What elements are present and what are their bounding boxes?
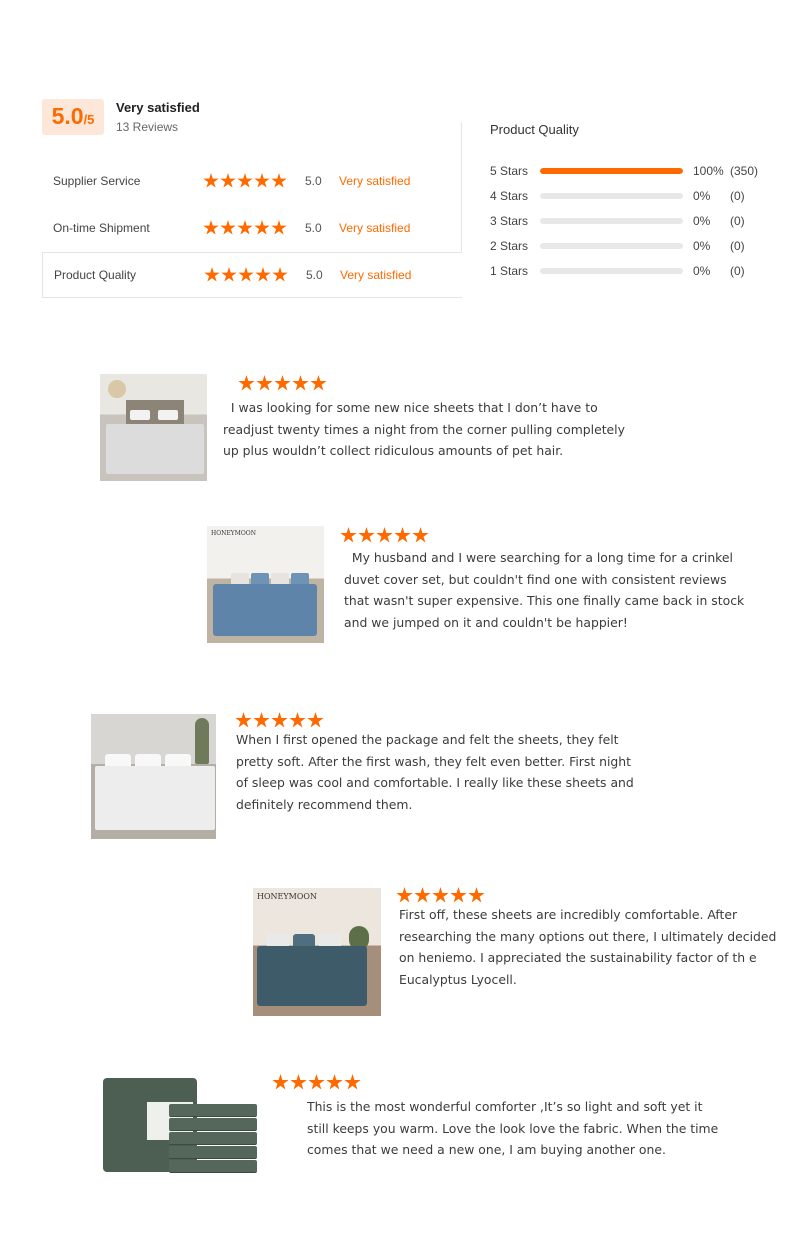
star-icon [308,1074,325,1091]
distribution-row[interactable] [490,163,770,179]
distribution-count: (0) [730,189,745,203]
distribution-count: (0) [730,264,745,278]
star-icon [272,267,288,283]
folded-sheet [169,1146,257,1159]
review-line: definitely recommend them. [236,796,413,812]
review-text [399,904,776,990]
review-line: of sleep was cool and comfortable. I really like these sheets and [236,775,634,790]
star-icon [237,173,253,189]
review-line: My husband and I were searching for a long time for a crinkel [344,550,733,565]
distribution-bar [540,218,683,224]
star-icon [272,1074,289,1091]
review-line: readjust twenty times a night from the corner pulling completely [223,421,625,437]
review-line: Eucalyptus Lyocell. [399,971,517,987]
brand-logo: HONEYMOON [257,892,317,901]
plant [195,718,209,764]
review-line: still keeps you warm. Love the look love the fabric. When the time [307,1120,719,1136]
star-icon [271,220,287,236]
folded-sheet [169,1104,257,1117]
review-line: up plus wouldn’t collect ridiculous amounts of pet hair. [223,443,564,458]
distribution-count: (0) [730,214,745,228]
star-icon [358,527,375,544]
category-score: 5.0 [305,221,322,235]
distribution-bar [540,243,683,249]
star-icon [220,220,236,236]
star-icon [238,267,254,283]
star-icon [310,375,327,392]
review-text [344,547,744,633]
star-icon [203,173,219,189]
category-score: 5.0 [305,174,322,188]
star-icon [221,267,237,283]
bed [257,946,367,1006]
bed [106,424,204,474]
category-name: On-time Shipment [53,221,150,235]
star-icon [271,712,288,729]
distribution-row[interactable] [490,263,770,279]
star-icon [271,173,287,189]
brand-logo: HONEYMOON [211,530,256,537]
distribution-percent: 0% [693,239,711,253]
distribution-row[interactable] [490,188,770,204]
star-icon [396,887,413,904]
star-icon [289,712,306,729]
star-icon [220,173,236,189]
star-icon [235,712,252,729]
star-icon [237,220,253,236]
star-icon [412,527,429,544]
folded-sheet [169,1118,257,1131]
star-rating [204,267,288,283]
pillow [130,410,150,420]
review-text [307,1096,718,1161]
distribution-label: 3 Stars [490,214,529,228]
pillow [158,410,178,420]
review-line: researching the many options out there, I ultimately decided [399,928,777,944]
review-line: comes that we need a new one, I am buying another one. [307,1142,666,1157]
star-rating [203,220,287,236]
star-icon [204,267,220,283]
review-line: duvet cover set, but couldn't find one with consistent reviews [344,571,727,587]
distribution-percent: 0% [693,214,711,228]
star-icon [340,527,357,544]
distribution-bar [540,193,683,199]
review-line: on heniemo. I appreciated the sustainability factor of th e [399,950,757,965]
star-icon [254,220,270,236]
bed [213,584,317,636]
category-name: Supplier Service [53,174,141,188]
review-line: First off, these sheets are incredibly comfortable. After [399,907,738,922]
review-star-rating [272,1074,361,1091]
star-icon [432,887,449,904]
star-icon [274,375,291,392]
overall-score-suffix: /5 [83,112,95,127]
distribution-label: 4 Stars [490,189,529,203]
rating-row-on-time-shipment[interactable] [42,205,462,251]
distribution-row[interactable] [490,238,770,254]
bed [95,766,215,830]
review-photo-sheet-set[interactable] [103,1074,259,1180]
pendant-lamp [108,380,126,398]
distribution-count: (350) [730,164,759,178]
star-icon [450,887,467,904]
overall-score: 5.0 [51,103,84,129]
star-icon [414,887,431,904]
distribution-label: 5 Stars [490,164,529,178]
distribution-label: 1 Stars [490,264,529,278]
star-icon [253,712,270,729]
star-icon [326,1074,343,1091]
review-photo-white-bed[interactable] [91,714,216,839]
review-star-rating [340,527,429,544]
category-score: 5.0 [306,268,323,282]
review-photo-blue-duvet[interactable] [207,526,324,643]
star-icon [376,527,393,544]
star-icon [468,887,485,904]
distribution-bar [540,268,683,274]
star-icon [203,220,219,236]
category-satisfaction: Very satisfied [339,174,411,188]
rating-row-supplier-service[interactable] [42,158,462,204]
review-line: pretty soft. After the first wash, they felt even better. First night [236,753,631,769]
distribution-percent: 100% [693,164,724,178]
star-icon [344,1074,361,1091]
review-star-rating [396,887,485,904]
folded-sheet [169,1132,257,1145]
distribution-percent: 0% [693,264,711,278]
rating-row-product-quality[interactable] [42,252,462,298]
distribution-label: 2 Stars [490,239,529,253]
star-icon [238,375,255,392]
review-text [236,729,634,815]
category-ratings [42,122,462,298]
review-line: I was looking for some new nice sheets that I don’t have to [223,400,598,415]
distribution-count: (0) [730,239,745,253]
category-name: Product Quality [54,268,137,282]
category-satisfaction: Very satisfied [340,268,412,282]
folded-sheet [169,1160,257,1173]
star-icon [292,375,309,392]
review-line: that wasn't super expensive. This one finally came back in stock [344,593,745,608]
review-line: When I first opened the package and felt the sheets, they felt [236,732,619,747]
review-photo-grey-bed[interactable] [100,374,207,481]
review-star-rating [235,712,324,729]
review-count[interactable]: 13 Reviews [116,120,179,134]
star-icon [255,267,271,283]
distribution-bar-fill [540,168,683,174]
star-rating [203,173,287,189]
star-icon [290,1074,307,1091]
overall-satisfaction-label: Very satisfied [116,100,200,115]
review-star-rating [238,375,327,392]
product-quality-title: Product Quality [490,122,579,137]
review-line: and we jumped on it and couldn't be happier! [344,614,628,630]
distribution-bar [540,168,683,174]
star-icon [254,173,270,189]
category-satisfaction: Very satisfied [339,221,411,235]
review-line: This is the most wonderful comforter ,It’s so light and soft yet it [307,1099,703,1114]
distribution-percent: 0% [693,189,711,203]
distribution-row[interactable] [490,213,770,229]
star-icon [307,712,324,729]
review-text [223,397,625,462]
star-icon [256,375,273,392]
star-icon [394,527,411,544]
review-photo-teal-duvet[interactable] [253,888,381,1016]
